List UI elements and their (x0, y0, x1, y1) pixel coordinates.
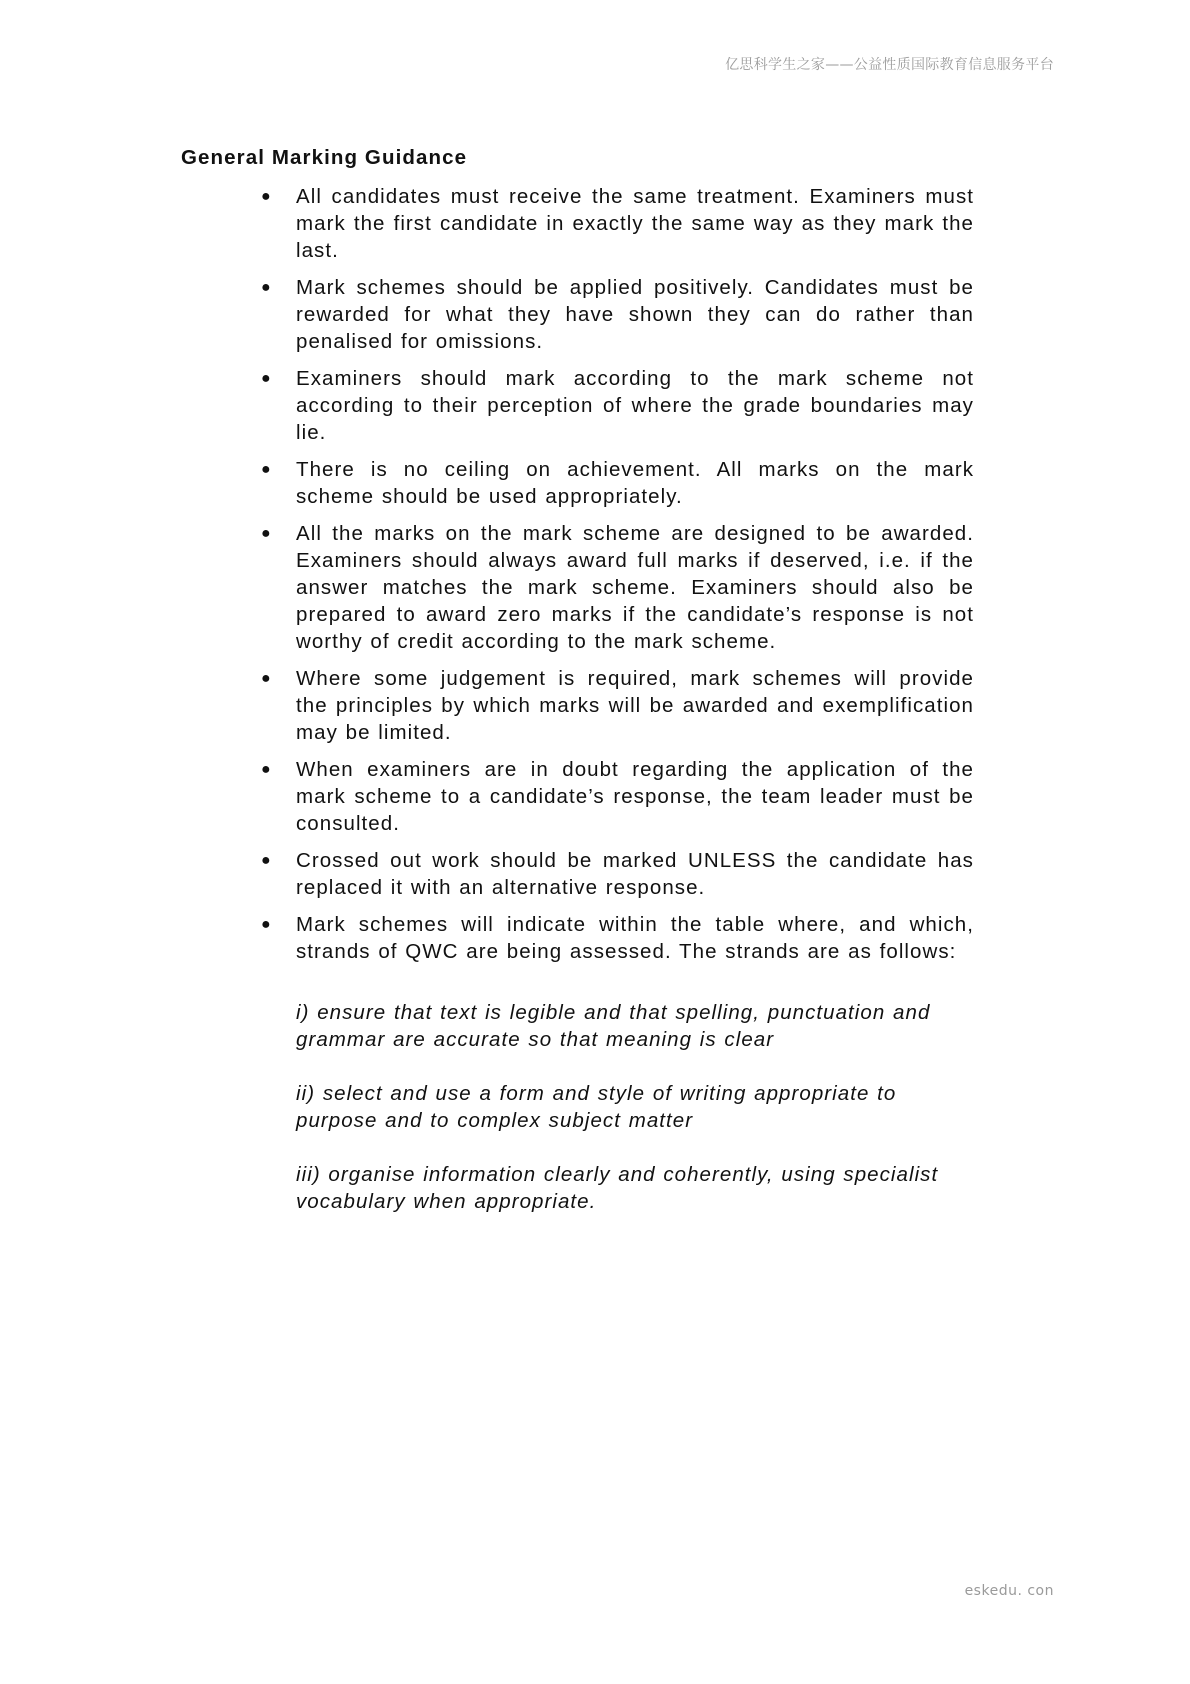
bullet-icon: ● (261, 761, 272, 778)
bullet-icon: ● (261, 525, 272, 542)
guidance-item (261, 274, 974, 355)
guidance-content (261, 183, 974, 1242)
guidance-item (261, 847, 974, 901)
bullet-icon: ● (261, 852, 272, 869)
bullet-icon: ● (261, 461, 272, 478)
guidance-item (261, 665, 974, 746)
guidance-item (261, 520, 974, 655)
qwc-strand: iii) organise information clearly and coherently, using specialist vocabulary when appropriate. (296, 1163, 939, 1213)
header-watermark: 亿思科学生之家——公益性质国际教育信息服务平台 (725, 57, 1054, 73)
qwc-strand: i) ensure that text is legible and that spelling, punctuation and grammar are accurate so that meaning is clear (296, 1001, 931, 1051)
bullet-icon: ● (261, 279, 272, 296)
guidance-item-text: Mark schemes should be applied positively. Candidates must be rewarded for what they have shown they can do rather than penalised for omissions. (296, 276, 974, 353)
guidance-item-text: Mark schemes will indicate within the table where, and which, strands of QWC are being assessed. The strands are as follows: (296, 913, 974, 963)
guidance-item-text: All the marks on the mark scheme are designed to be awarded. Examiners should always award full marks if deserved, i.e. if the answer matches the mark scheme. Examiners should also be prepared to award zero marks if the candidate’s response is not worthy of credit according to the mark scheme. (296, 522, 974, 653)
qwc-strand: ii) select and use a form and style of writing appropriate to purpose and to complex subject matter (296, 1082, 897, 1132)
bullet-icon: ● (261, 916, 272, 933)
bullet-icon: ● (261, 370, 272, 387)
guidance-item-text: Examiners should mark according to the mark scheme not according to their perception of where the grade boundaries may lie. (296, 367, 974, 444)
guidance-item (261, 911, 974, 965)
guidance-item-text: Crossed out work should be marked UNLESS the candidate has replaced it with an alternative response. (296, 849, 974, 899)
bullet-icon: ● (261, 670, 272, 687)
qwc-strands (296, 999, 974, 1215)
bullet-icon: ● (261, 188, 272, 205)
guidance-item (261, 183, 974, 264)
guidance-item-text: All candidates must receive the same treatment. Examiners must mark the first candidate in exactly the same way as they mark the last. (296, 185, 974, 262)
guidance-item-text: When examiners are in doubt regarding the application of the mark scheme to a candidate’s response, the team leader must be consulted. (296, 758, 974, 835)
guidance-item (261, 365, 974, 446)
guidance-item-text: Where some judgement is required, mark schemes will provide the principles by which marks will be awarded and exemplification may be limited. (296, 667, 974, 744)
guidance-item (261, 756, 974, 837)
section-title: General Marking Guidance (181, 146, 468, 169)
footer-watermark: eskedu. con (964, 1583, 1054, 1599)
guidance-item (261, 456, 974, 510)
guidance-list (261, 183, 974, 965)
guidance-item-text: There is no ceiling on achievement. All marks on the mark scheme should be used appropriately. (296, 458, 974, 508)
